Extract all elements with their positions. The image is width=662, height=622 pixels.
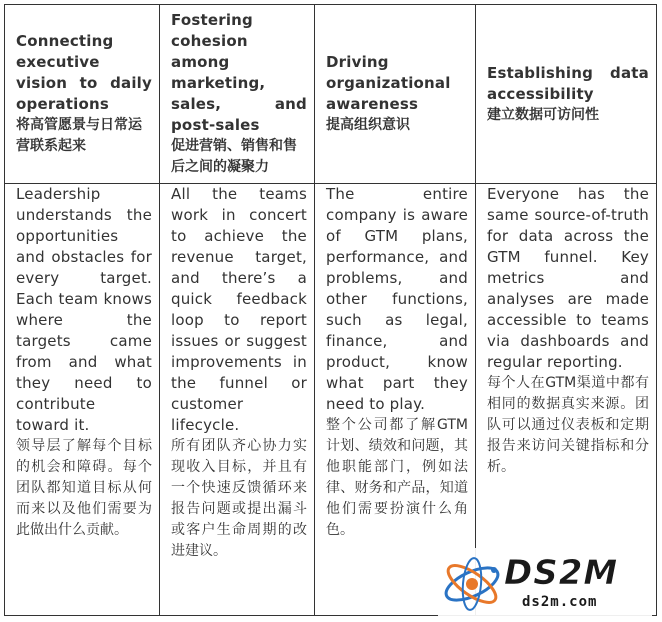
header-title-en: Driving organizational awareness [326,53,451,113]
body-cell-vision [5,184,160,616]
header-title-zh: 将高管愿景与日常运营联系起来 [16,117,142,154]
header-row [5,5,657,184]
header-title-zh: 促进营销、销售和售后之间的凝聚力 [171,138,297,175]
body-text-zh: 整个公司都了解GTM计划、绩效和问题，其他职能部门，例如法律、财务和产品，知道他们需要扮演什么角色。 [326,417,468,538]
body-text-zh: 所有团队齐心协力实现收入目标，并且有一个快速反馈循环来报告问题或提出漏斗或客户生命周期的改进建议。 [171,438,307,559]
header-cell-awareness [315,5,476,184]
body-text-en: All the teams work in concert to achieve the revenue target, and there’s a quick feedback loop to report issues or suggest improvements in the funnel or customer lifecycle. [171,185,307,434]
body-text-en: The entire company is aware of GTM plans, performance, and problems, and other functions, such as legal, finance, and product, know what part they need to play. [326,185,468,413]
body-text-en: Everyone has the same source-of-truth for data across the GTM funnel. Key metrics and analyses are made accessible to teams via dashboards and regular reporting. [487,185,649,371]
header-cell-cohesion [160,5,315,184]
body-text-zh: 领导层了解每个目标的机会和障碍。每个团队都知道目标从何而来以及他们需要为此做出什么贡献。 [16,438,152,538]
header-cell-vision [5,5,160,184]
header-title-en: Fostering cohesion among marketing, sales, and post-sales [171,11,307,134]
header-title-en: Connecting executive vision to daily operations [16,32,152,113]
body-text-en: Leadership understands the opportunities and obstacles for every target. Each team knows where the targets came from and what they need to contribute toward it. [16,185,152,434]
header-cell-data-accessibility [476,5,657,184]
comparison-table [4,4,657,616]
watermark-domain: ds2m.com [522,594,598,610]
header-title-zh: 建立数据可访问性 [487,106,599,123]
atom-orbit-icon [438,548,510,618]
body-text-zh: 每个人在GTM渠道中都有相同的数据真实来源。团队可以通过仪表板和定期报告来访问关键指标和分析。 [487,375,649,475]
watermark-logo [438,548,652,618]
header-title-en: Establishing data accessibility [487,63,649,103]
watermark-brand: DS2M [504,553,619,593]
header-title-zh: 提高组织意识 [326,117,410,133]
body-cell-cohesion [160,184,315,616]
